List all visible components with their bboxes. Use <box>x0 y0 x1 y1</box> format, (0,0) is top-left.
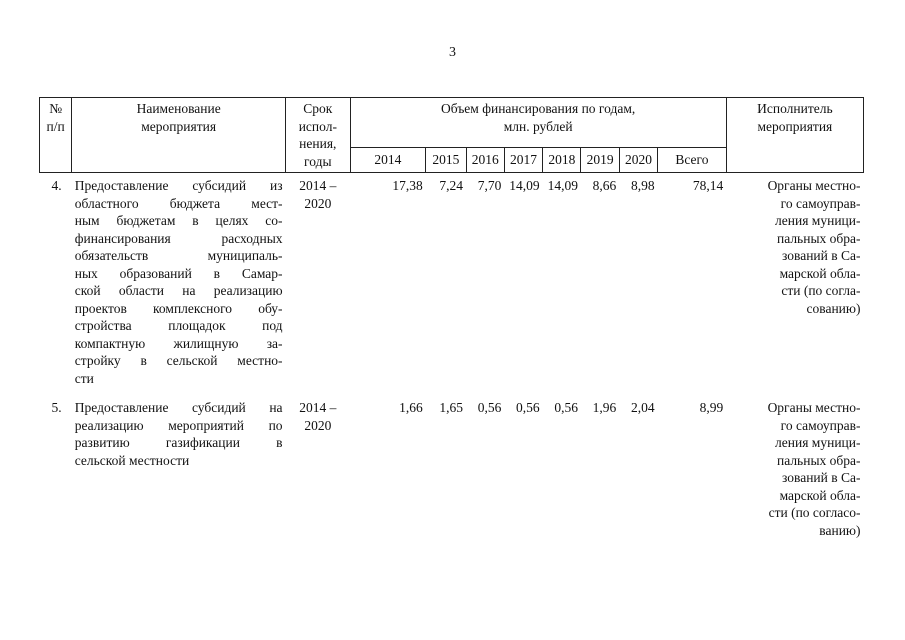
value-2019: 1,96 <box>592 400 617 415</box>
col-header-financing: Объем финансирования по годам, млн. рублей <box>350 98 726 148</box>
col-header-executor: Исполнитель мероприятия <box>726 98 863 173</box>
value-2014: 1,66 <box>399 400 423 415</box>
col-header-num: № п/п <box>40 98 72 173</box>
value-2015: 1,65 <box>439 400 464 415</box>
col-header-term: Срок испол- нения, годы <box>286 98 351 173</box>
execution-term: 2014 – 2020 <box>299 178 337 211</box>
year-header-2014: 2014 <box>350 148 426 173</box>
executor: Органы местно- го самоуправ- ления муници- пальных обра- зований в Са- марской обла- сти (по согласо- ванию) <box>767 400 861 538</box>
value-2019: 8,66 <box>592 178 617 193</box>
table-header-row <box>40 98 864 148</box>
year-header-2020: 2020 <box>619 148 657 173</box>
activity-name: Предоставление субсидий из областного бюджета мест- ным бюджетам в целях со- финансирования расходных обязательств муниципаль- ных образований в Самар- ской области на реализацию проектов комплексного обу- стройства площадок под компактную жилищную за- стройку в сельской местно- сти <box>74 178 283 386</box>
value-2020: 2,04 <box>630 400 655 415</box>
row-number: 4. <box>51 178 62 193</box>
value-2015: 7,24 <box>439 178 464 193</box>
table-row <box>40 173 864 388</box>
page-number: 3 <box>449 45 456 60</box>
year-header-2018: 2018 <box>543 148 581 173</box>
value-2018: 0,56 <box>554 400 578 415</box>
year-header-total: Всего <box>658 148 727 173</box>
value-total: 8,99 <box>699 400 724 415</box>
executor: Органы местно- го самоуправ- ления муници- пальных обра- зований в Са- марской обла- сти (по согла- сованию) <box>767 178 861 316</box>
value-2014: 17,38 <box>392 178 423 193</box>
year-header-2019: 2019 <box>581 148 619 173</box>
execution-term: 2014 – 2020 <box>299 400 337 433</box>
year-header-2016: 2016 <box>466 148 504 173</box>
year-header-2015: 2015 <box>426 148 466 173</box>
financing-table <box>39 97 864 539</box>
value-2016: 7,70 <box>477 178 502 193</box>
value-total: 78,14 <box>692 178 724 193</box>
value-2017: 0,56 <box>516 400 540 415</box>
table-row <box>40 387 864 539</box>
value-2016: 0,56 <box>477 400 502 415</box>
value-2017: 14,09 <box>509 178 540 193</box>
value-2020: 8,98 <box>630 178 655 193</box>
value-2018: 14,09 <box>547 178 578 193</box>
row-number: 5. <box>51 400 62 415</box>
activity-name: Предоставление субсидий на реализацию мероприятий по развитию газификации в сельской местности <box>74 400 283 468</box>
year-header-2017: 2017 <box>504 148 542 173</box>
col-header-name: Наименование мероприятия <box>72 98 286 173</box>
